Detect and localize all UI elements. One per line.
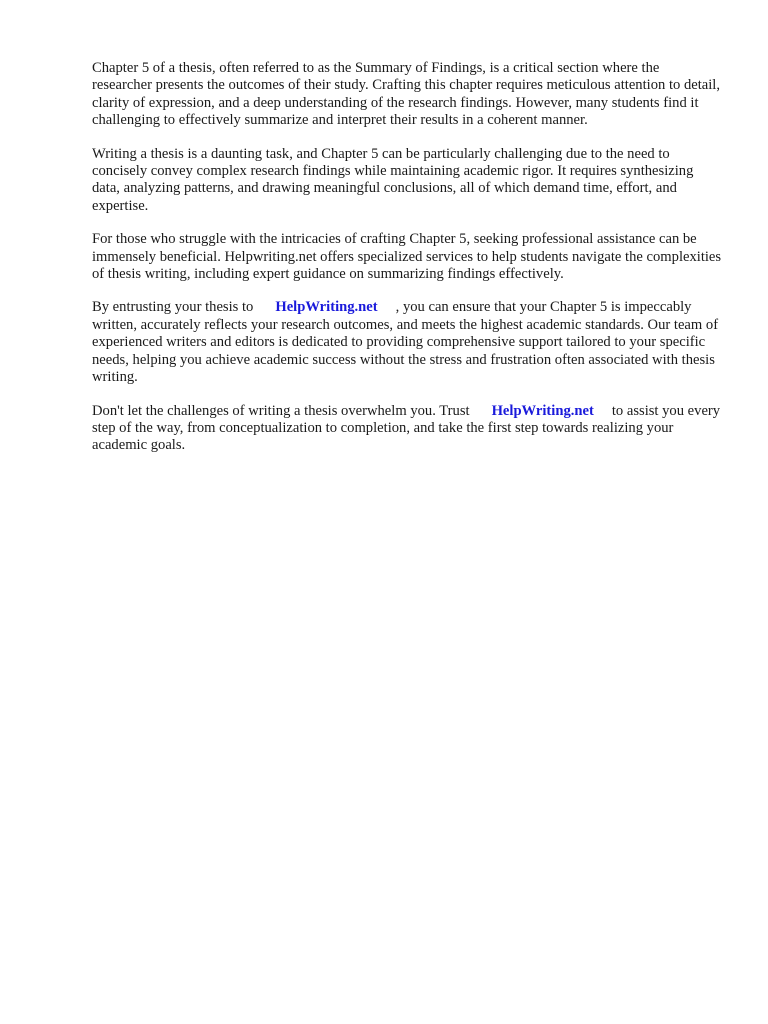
helpwriting-link[interactable]: HelpWriting.net (491, 402, 594, 419)
paragraph-dont-let-challenges (92, 403, 722, 455)
paragraph-text-before-link: By entrusting your thesis to (92, 299, 254, 316)
paragraph-text-before-link: Don't let the challenges of writing a thesis overwhelm you. Trust (92, 402, 470, 419)
paragraph-entrusting-thesis (92, 299, 722, 386)
paragraph-daunting-task: Writing a thesis is a daunting task, and Chapter 5 can be particularly challenging due to the need to concisely convey complex research findings while maintaining academic rigor. It requires synthesizing data, analyzing patterns, and drawing meaningful conclusions, all of which demand time, effort, and expertise. (92, 145, 694, 214)
paragraph-text-after-link: to assist you every step of the way, from conceptualization to completion, and take the first step towards realizing your academic goals. (92, 402, 721, 454)
paragraph-professional-assistance: For those who struggle with the intricacies of crafting Chapter 5, seeking professional assistance can be immensely beneficial. Helpwriting.net offers specialized services to help students navigate the complexities of thesis writing, including expert guidance on summarizing findings effectively. (92, 231, 722, 283)
document-body (92, 60, 722, 471)
helpwriting-link[interactable]: HelpWriting.net (275, 299, 378, 316)
paragraph-text-after-link: , you can ensure that your Chapter 5 is impeccably written, accurately reflects your research outcomes, and meets the highest academic standards. Our team of experienced writers and editors is dedicated to providing comprehensive support tailored to your specific needs, helping you achieve academic success without the stress and frustration often associated with thesis writing. (92, 299, 719, 386)
paragraph-summary-of-findings: Chapter 5 of a thesis, often referred to as the Summary of Findings, is a critical section where the researcher presents the outcomes of their study. Crafting this chapter requires meticulous attention to detail, clarity of expression, and a deep understanding of the research findings. However, many students find it challenging to effectively summarize and interpret their results in a coherent manner. (92, 60, 721, 129)
